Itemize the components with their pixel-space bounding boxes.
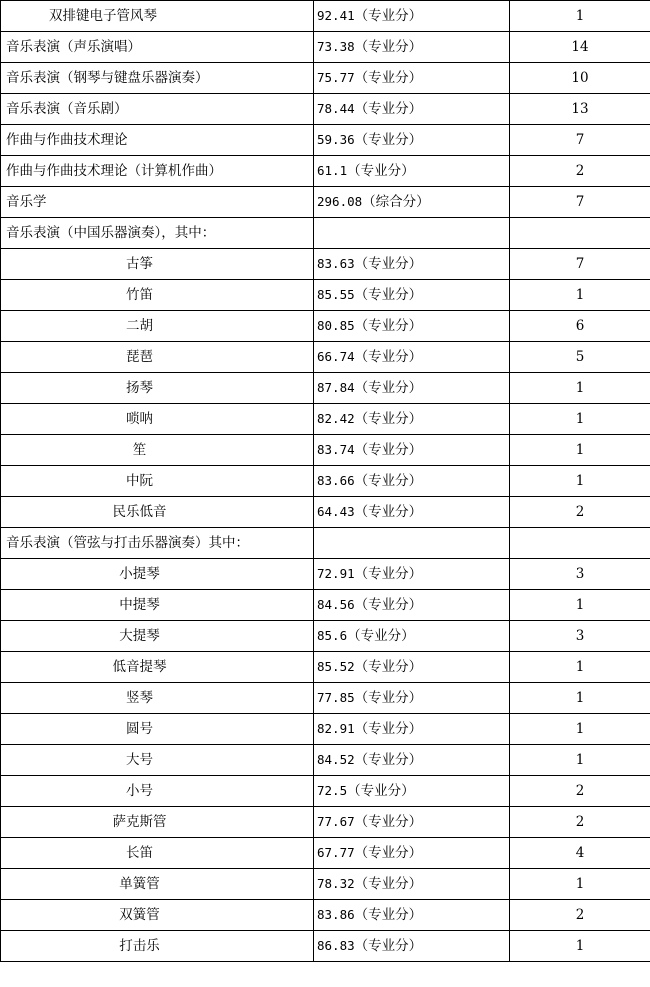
table-row: [1, 280, 650, 311]
table-row: [1, 156, 650, 187]
admit-count-cell: 2: [510, 807, 650, 838]
score-type-label: （专业分）: [354, 442, 423, 458]
table-row: [1, 559, 650, 590]
score-cell: [314, 931, 510, 962]
admit-count-cell: 1: [510, 1, 650, 32]
score-cell: [314, 125, 510, 156]
score-value: 83.63: [317, 256, 355, 271]
admit-count-cell: 3: [510, 559, 650, 590]
score-type-label: （专业分）: [354, 132, 423, 148]
admit-count-cell: 1: [510, 652, 650, 683]
score-cell: [314, 590, 510, 621]
major-name-cell: 音乐表演（声乐演唱）: [1, 32, 314, 63]
score-cell: [314, 156, 510, 187]
admit-count-cell: 7: [510, 249, 650, 280]
score-cell: [314, 776, 510, 807]
instrument-name-cell: 圆号: [1, 714, 314, 745]
score-value: 80.85: [317, 318, 355, 333]
table-body: [1, 1, 650, 962]
score-cell: [314, 32, 510, 63]
score-cell: [314, 838, 510, 869]
instrument-name-cell: 琵琶: [1, 342, 314, 373]
score-cell: [314, 652, 510, 683]
score-value: 73.38: [317, 39, 355, 54]
score-value: 84.56: [317, 597, 355, 612]
table-row: [1, 931, 650, 962]
score-cell: [314, 559, 510, 590]
score-type-label: （专业分）: [354, 70, 423, 86]
score-cell: [314, 280, 510, 311]
major-name-cell: 音乐表演（管弦与打击乐器演奏）其中：: [1, 528, 314, 559]
major-name-cell: 音乐表演（音乐剧）: [1, 94, 314, 125]
admit-count-cell: 1: [510, 714, 650, 745]
table-row: [1, 714, 650, 745]
score-value: 84.52: [317, 752, 355, 767]
score-cell: [314, 373, 510, 404]
score-value: 83.74: [317, 442, 355, 457]
score-value: 78.44: [317, 101, 355, 116]
score-value: 83.66: [317, 473, 355, 488]
admit-count-cell: 1: [510, 373, 650, 404]
score-value: 64.43: [317, 504, 355, 519]
score-value: 87.84: [317, 380, 355, 395]
table-row: [1, 187, 650, 218]
score-cell: [314, 466, 510, 497]
table-row: [1, 807, 650, 838]
score-value: 77.67: [317, 814, 355, 829]
score-type-label: （综合分）: [362, 194, 430, 210]
admit-count-cell: 2: [510, 497, 650, 528]
table-row: [1, 621, 650, 652]
instrument-name-cell: 扬琴: [1, 373, 314, 404]
table-row: [1, 1, 650, 32]
score-type-label: （专业分）: [354, 907, 423, 923]
table-row: [1, 466, 650, 497]
instrument-name-cell: 竖琴: [1, 683, 314, 714]
table-row: [1, 838, 650, 869]
instrument-name-cell: 小提琴: [1, 559, 314, 590]
table-row: [1, 869, 650, 900]
score-value: 61.1: [317, 163, 348, 178]
score-type-label: （专业分）: [354, 256, 423, 272]
admit-count-cell: [510, 528, 650, 559]
admit-count-cell: 1: [510, 745, 650, 776]
score-type-label: （专业分）: [354, 566, 423, 582]
score-type-label: （专业分）: [354, 752, 423, 768]
score-type-label: （专业分）: [347, 628, 415, 644]
instrument-name-cell: 唢呐: [1, 404, 314, 435]
score-cell: [314, 497, 510, 528]
admit-count-cell: 6: [510, 311, 650, 342]
score-value: 85.55: [317, 287, 355, 302]
score-value: 83.86: [317, 907, 355, 922]
instrument-name-cell: 竹笛: [1, 280, 314, 311]
instrument-name-cell: 二胡: [1, 311, 314, 342]
admit-count-cell: 1: [510, 466, 650, 497]
table-row: [1, 497, 650, 528]
major-name-cell: 音乐学: [1, 187, 314, 218]
table-row: [1, 776, 650, 807]
score-type-label: （专业分）: [354, 659, 423, 675]
score-type-label: （专业分）: [354, 8, 423, 24]
admit-count-cell: 2: [510, 156, 650, 187]
score-type-label: （专业分）: [354, 287, 423, 303]
admit-count-cell: 7: [510, 187, 650, 218]
admit-count-cell: 4: [510, 838, 650, 869]
score-cell: [314, 404, 510, 435]
table-row: [1, 94, 650, 125]
table-row: [1, 590, 650, 621]
score-value: 59.36: [317, 132, 355, 147]
score-cell: [314, 528, 510, 559]
instrument-name-cell: 大号: [1, 745, 314, 776]
admit-count-cell: 1: [510, 931, 650, 962]
score-cell: [314, 621, 510, 652]
admit-count-cell: 1: [510, 280, 650, 311]
instrument-name-cell: 低音提琴: [1, 652, 314, 683]
instrument-name-cell: 长笛: [1, 838, 314, 869]
admit-count-cell: 10: [510, 63, 650, 94]
score-type-label: （专业分）: [354, 814, 423, 830]
major-name-cell: 音乐表演（中国乐器演奏），其中：: [1, 218, 314, 249]
admit-count-cell: 5: [510, 342, 650, 373]
table-row: [1, 900, 650, 931]
instrument-name-cell: 打击乐: [1, 931, 314, 962]
score-type-label: （专业分）: [354, 597, 423, 613]
score-value: 296.08: [317, 194, 363, 209]
score-cell: [314, 63, 510, 94]
instrument-name-cell: 单簧管: [1, 869, 314, 900]
table-row: [1, 63, 650, 94]
score-value: 66.74: [317, 349, 355, 364]
score-type-label: （专业分）: [354, 876, 423, 892]
score-type-label: （专业分）: [354, 845, 423, 861]
admit-count-cell: 1: [510, 590, 650, 621]
score-value: 77.85: [317, 690, 355, 705]
instrument-name-cell: 小号: [1, 776, 314, 807]
score-type-label: （专业分）: [354, 938, 423, 954]
score-value: 92.41: [317, 8, 355, 23]
score-type-label: （专业分）: [354, 721, 423, 737]
score-value: 67.77: [317, 845, 355, 860]
table-row: [1, 435, 650, 466]
instrument-name-cell: 大提琴: [1, 621, 314, 652]
score-value: 72.5: [317, 783, 348, 798]
admit-count-cell: 2: [510, 776, 650, 807]
score-value: 78.32: [317, 876, 355, 891]
instrument-name-cell: 双簧管: [1, 900, 314, 931]
score-cell: [314, 94, 510, 125]
admit-count-cell: 3: [510, 621, 650, 652]
score-cell: [314, 683, 510, 714]
score-cell: [314, 311, 510, 342]
score-value: 85.6: [317, 628, 348, 643]
major-name-cell: 双排键电子管风琴: [1, 1, 314, 32]
instrument-name-cell: 民乐低音: [1, 497, 314, 528]
admit-count-cell: 1: [510, 869, 650, 900]
score-cell: [314, 900, 510, 931]
score-value: 82.91: [317, 721, 355, 736]
score-cell: [314, 869, 510, 900]
table-group-row: [1, 528, 650, 559]
admit-count-cell: 1: [510, 435, 650, 466]
major-name-cell: 作曲与作曲技术理论（计算机作曲）: [1, 156, 314, 187]
score-type-label: （专业分）: [354, 690, 423, 706]
admit-count-cell: 13: [510, 94, 650, 125]
score-type-label: （专业分）: [347, 783, 415, 799]
instrument-name-cell: 中提琴: [1, 590, 314, 621]
score-type-label: （专业分）: [354, 411, 423, 427]
score-type-label: （专业分）: [354, 473, 423, 489]
score-cell: [314, 342, 510, 373]
major-name-cell: 音乐表演（钢琴与键盘乐器演奏）: [1, 63, 314, 94]
table-row: [1, 249, 650, 280]
admit-count-cell: 7: [510, 125, 650, 156]
instrument-name-cell: 萨克斯管: [1, 807, 314, 838]
score-type-label: （专业分）: [354, 504, 423, 520]
score-cell: [314, 249, 510, 280]
table-row: [1, 32, 650, 63]
score-type-label: （专业分）: [354, 380, 423, 396]
admit-count-cell: [510, 218, 650, 249]
score-type-label: （专业分）: [354, 318, 423, 334]
table-row: [1, 745, 650, 776]
score-cell: [314, 435, 510, 466]
score-cell: [314, 218, 510, 249]
admit-count-cell: 1: [510, 404, 650, 435]
table-row: [1, 311, 650, 342]
admit-count-cell: 1: [510, 683, 650, 714]
score-type-label: （专业分）: [354, 101, 423, 117]
table-row: [1, 373, 650, 404]
score-type-label: （专业分）: [354, 349, 423, 365]
table-row: [1, 125, 650, 156]
table-row: [1, 683, 650, 714]
major-name-cell: 作曲与作曲技术理论: [1, 125, 314, 156]
table-row: [1, 342, 650, 373]
instrument-name-cell: 中阮: [1, 466, 314, 497]
score-type-label: （专业分）: [347, 163, 415, 179]
score-cell: [314, 1, 510, 32]
table-row: [1, 652, 650, 683]
score-value: 72.91: [317, 566, 355, 581]
table-row: [1, 404, 650, 435]
table-group-row: [1, 218, 650, 249]
instrument-name-cell: 古筝: [1, 249, 314, 280]
score-cell: [314, 807, 510, 838]
score-value: 85.52: [317, 659, 355, 674]
score-cell: [314, 745, 510, 776]
score-value: 82.42: [317, 411, 355, 426]
score-value: 86.83: [317, 938, 355, 953]
instrument-name-cell: 笙: [1, 435, 314, 466]
admit-count-cell: 2: [510, 900, 650, 931]
admit-count-cell: 14: [510, 32, 650, 63]
score-value: 75.77: [317, 70, 355, 85]
score-type-label: （专业分）: [354, 39, 423, 55]
score-cell: [314, 714, 510, 745]
score-cell: [314, 187, 510, 218]
